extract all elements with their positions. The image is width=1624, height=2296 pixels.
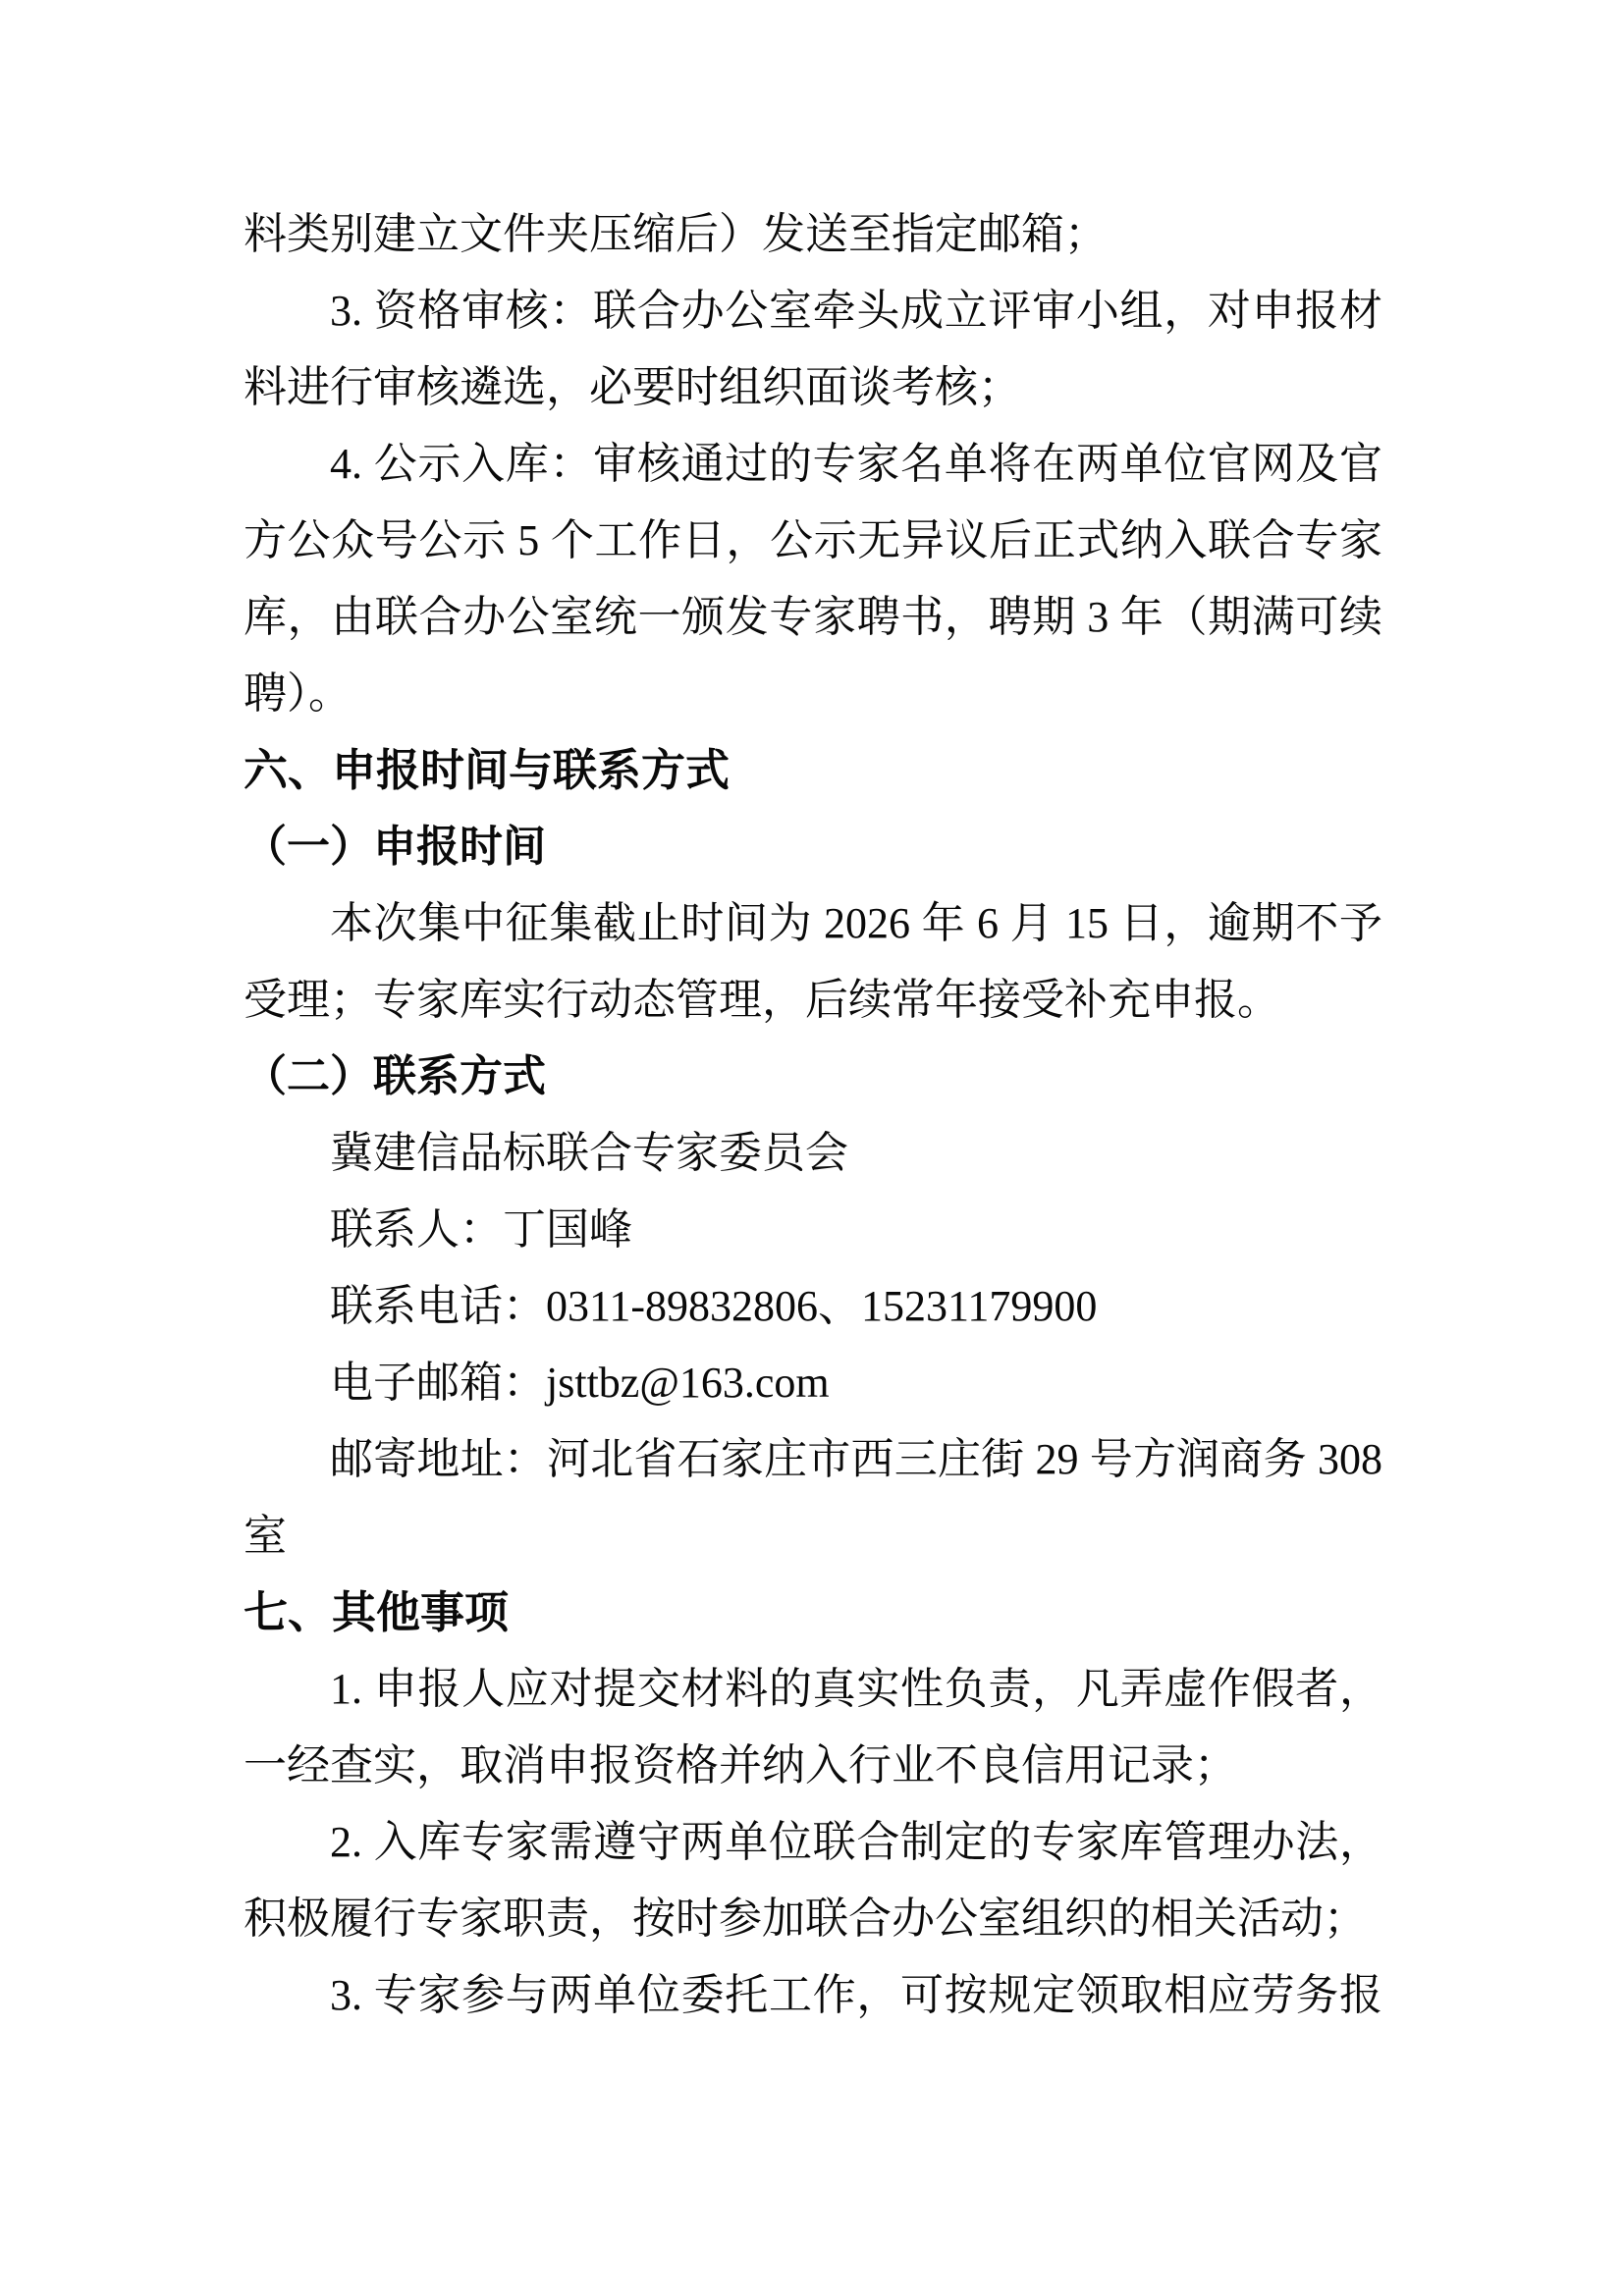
contact-organization-line: 冀建信品标联合专家委员会 <box>330 1129 848 1177</box>
numbered-item-line: 4. 公示入库：审核通过的专家名单将在两单位官网及官 <box>330 440 1382 488</box>
paragraph-continuation-line: 库，由联合办公室统一颁发专家聘书，聘期 3 年（期满可续 <box>244 593 1382 641</box>
numbered-item-line: 3. 专家参与两单位委托工作，可按规定领取相应劳务报 <box>330 1971 1382 2019</box>
contact-email-line: 电子邮箱：jsttbz@163.com <box>330 1359 830 1407</box>
paragraph-continuation-line: 料类别建立文件夹压缩后）发送至指定邮箱； <box>244 210 1108 258</box>
section-heading-six: 六、申报时间与联系方式 <box>244 745 731 795</box>
paragraph-continuation-line: 料进行审核遴选，必要时组织面谈考核； <box>244 363 1021 411</box>
paragraph-continuation-line: 聘）。 <box>244 669 352 718</box>
paragraph-continuation-line: 积极履行专家职责，按时参加联合办公室组织的相关活动； <box>244 1895 1367 1943</box>
numbered-item-line: 2. 入库专家需遵守两单位联合制定的专家库管理办法， <box>330 1818 1382 1866</box>
contact-person-line: 联系人：丁国峰 <box>330 1205 632 1254</box>
paragraph-continuation-line: 室 <box>244 1512 287 1560</box>
contact-address-line: 邮寄地址：河北省石家庄市西三庄街 29 号方润商务 308 <box>330 1435 1382 1483</box>
paragraph-continuation-line: 方公众号公示 5 个工作日，公示无异议后正式纳入联合专家 <box>244 516 1382 564</box>
numbered-item-line: 1. 申报人应对提交材料的真实性负责，凡弄虚作假者， <box>330 1665 1382 1713</box>
subsection-heading-two: （二）联系方式 <box>244 1052 546 1100</box>
numbered-item-line: 3. 资格审核：联合办公室牵头成立评审小组，对申报材 <box>330 287 1382 335</box>
section-heading-seven: 七、其他事项 <box>244 1587 510 1637</box>
text-block <box>244 196 1382 2034</box>
paragraph-first-line: 本次集中征集截止时间为 2026 年 6 月 15 日，逾期不予 <box>330 899 1382 947</box>
contact-phone-line: 联系电话：0311-89832806、15231179900 <box>330 1282 1098 1330</box>
paragraph-continuation-line: 一经查实，取消申报资格并纳入行业不良信用记录； <box>244 1741 1237 1789</box>
subsection-heading-one: （一）申报时间 <box>244 823 546 871</box>
paragraph-continuation-line: 受理；专家库实行动态管理，后续常年接受补充申报。 <box>244 976 1280 1024</box>
